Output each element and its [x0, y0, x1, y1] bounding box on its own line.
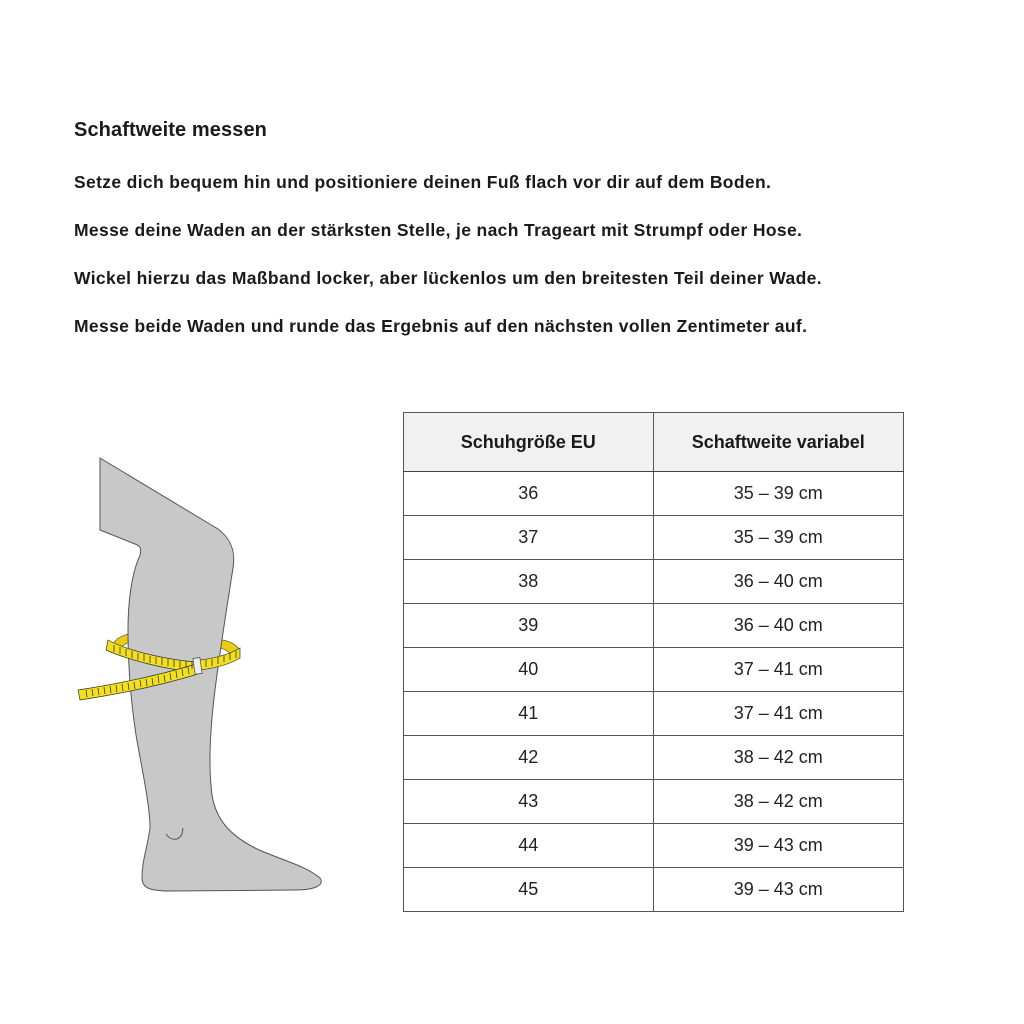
- table-row: [404, 824, 904, 868]
- instruction-step: Wickel hierzu das Maßband locker, aber lückenlos um den breitesten Teil deiner Wade.: [74, 268, 822, 288]
- shaft-width-cell: 37 – 41 cm: [653, 692, 904, 736]
- shaft-width-cell: 36 – 40 cm: [653, 604, 904, 648]
- page-title: Schaftweite messen: [74, 119, 267, 141]
- table-row: [404, 780, 904, 824]
- table-row: [404, 648, 904, 692]
- shoe-size-cell: 45: [404, 868, 654, 912]
- table-row: [404, 560, 904, 604]
- shaft-width-cell: 37 – 41 cm: [653, 648, 904, 692]
- instruction-step: Setze dich bequem hin und positioniere deinen Fuß flach vor dir auf dem Boden.: [74, 172, 772, 192]
- column-header-shaft-width: Schaftweite variabel: [653, 413, 904, 472]
- shoe-size-cell: 41: [404, 692, 654, 736]
- column-header-shoe-size: Schuhgröße EU: [404, 413, 654, 472]
- shaft-width-cell: 35 – 39 cm: [653, 516, 904, 560]
- shoe-size-cell: 42: [404, 736, 654, 780]
- table-row: [404, 692, 904, 736]
- table-row: [404, 472, 904, 516]
- shoe-size-cell: 44: [404, 824, 654, 868]
- size-table: [403, 412, 904, 912]
- table-header-row: [404, 413, 904, 472]
- table-row: [404, 516, 904, 560]
- shaft-width-cell: 38 – 42 cm: [653, 780, 904, 824]
- shoe-size-cell: 36: [404, 472, 654, 516]
- shoe-size-cell: 37: [404, 516, 654, 560]
- shoe-size-cell: 40: [404, 648, 654, 692]
- shoe-size-cell: 39: [404, 604, 654, 648]
- instructions-list: [74, 169, 822, 361]
- table-row: [404, 604, 904, 648]
- instruction-step: Messe deine Waden an der stärksten Stelle, je nach Trageart mit Strumpf oder Hose.: [74, 220, 803, 240]
- shoe-size-cell: 43: [404, 780, 654, 824]
- table-row: [404, 868, 904, 912]
- shaft-width-cell: 38 – 42 cm: [653, 736, 904, 780]
- table-row: [404, 736, 904, 780]
- shoe-size-cell: 38: [404, 560, 654, 604]
- shaft-width-cell: 39 – 43 cm: [653, 824, 904, 868]
- leg-shape: [100, 458, 321, 891]
- instruction-step: Messe beide Waden und runde das Ergebnis auf den nächsten vollen Zentimeter auf.: [74, 316, 808, 336]
- shaft-width-cell: 39 – 43 cm: [653, 868, 904, 912]
- shaft-width-cell: 36 – 40 cm: [653, 560, 904, 604]
- leg-with-measuring-tape-icon: [70, 450, 330, 900]
- shaft-width-cell: 35 – 39 cm: [653, 472, 904, 516]
